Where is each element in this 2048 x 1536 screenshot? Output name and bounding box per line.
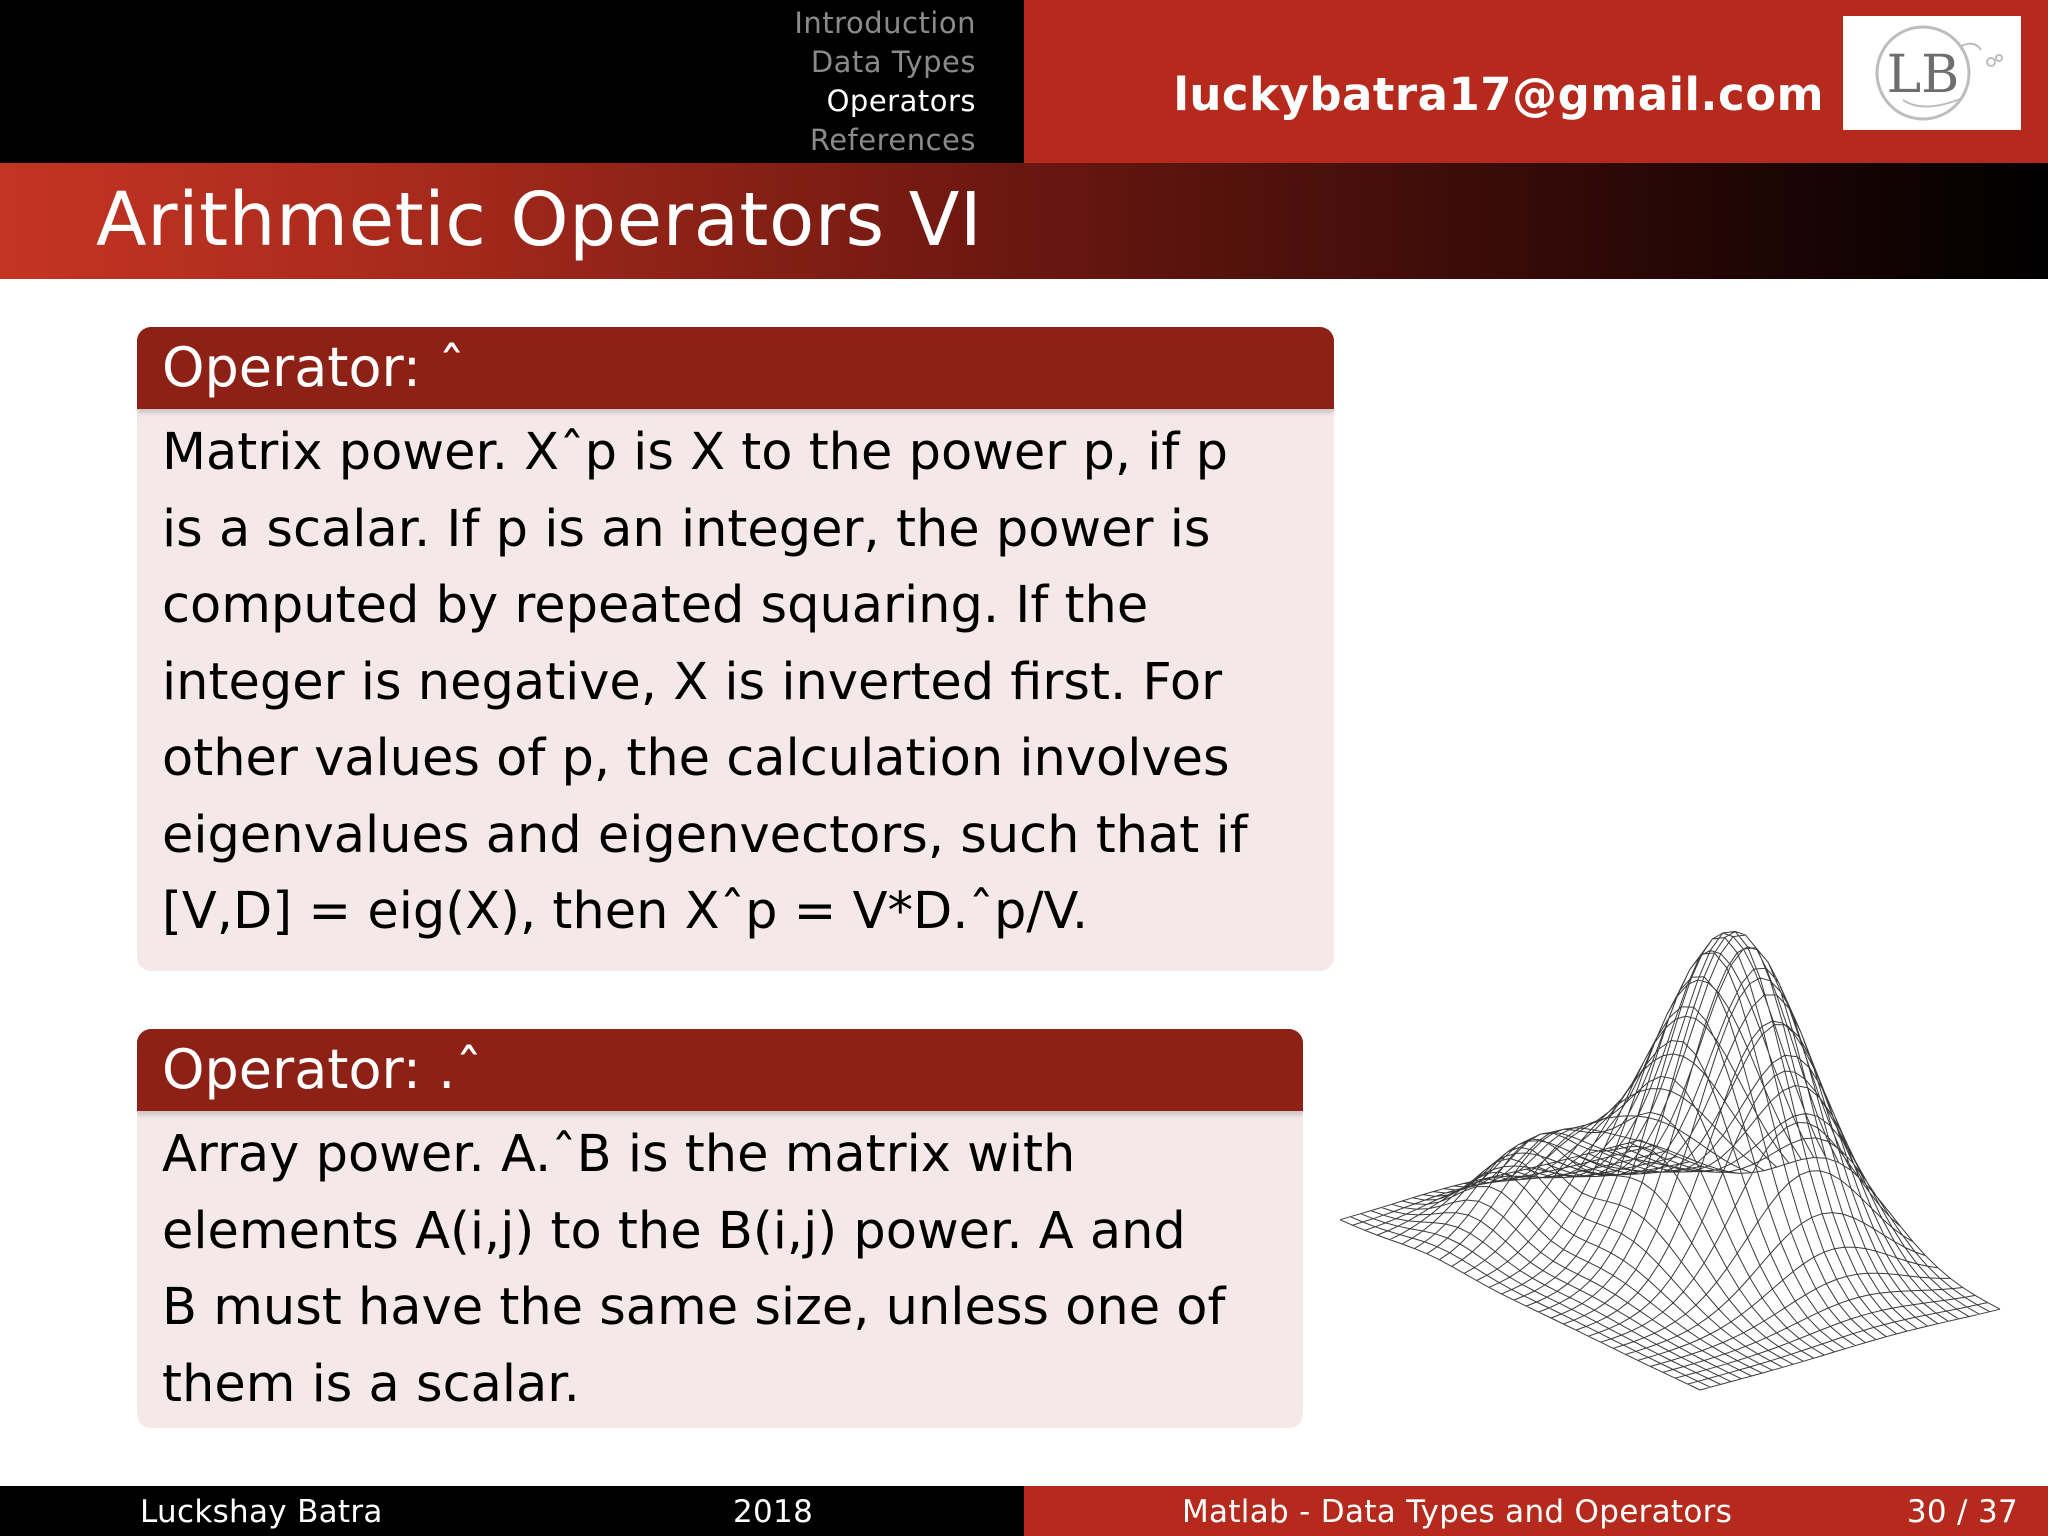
logo-text: LB [1886,45,1960,105]
header-nav-panel [0,0,1024,163]
body-line: other values of p, the calculation involves [162,729,1230,788]
block-heading: Operator: .ˆ [137,1029,1303,1111]
block-heading: Operator: ˆ [137,327,1334,409]
body-line: eigenvalues and eigenvectors, such that if [162,805,1248,865]
footer-right [1024,1486,2048,1536]
body-line: elements A(i,j) to the B(i,j) power. A and [162,1201,1186,1261]
footer-subject: Matlab - Data Types and Operators [1182,1494,1733,1530]
lb-logo [1843,16,2021,130]
operator-caret-block [137,327,1334,971]
wireframe-surface-plot [1330,870,2030,1410]
title-band [0,163,2048,279]
footer-left [0,1486,1024,1536]
body-line: B must have the same size, unless one of [162,1278,1226,1337]
surface-mesh [1340,931,2000,1390]
body-line: Array power. A.ˆB is the matrix with [162,1125,1076,1184]
footer-page-number: 30 / 37 [1906,1494,2018,1530]
block-body [137,1111,1303,1423]
author-email: luckybatra17@gmail.com [1173,68,1824,121]
body-line: integer is negative, X is inverted first. For [162,652,1223,712]
footer-author: Luckshay Batra [140,1494,383,1530]
body-line: Matrix power. Xˆp is X to the power p, if p [162,423,1228,482]
operator-dot-caret-block [137,1029,1303,1428]
block-body [137,409,1334,951]
body-line: computed by repeated squaring. If the [162,576,1149,635]
body-line: them is a scalar. [162,1354,580,1414]
footer-year: 2018 [733,1494,814,1530]
slide-title: Arithmetic Operators VI [96,177,983,263]
lb-logo-icon [1843,16,2021,130]
nav-item-data-types[interactable]: Data Types [810,45,976,79]
nav-item-operators[interactable]: Operators [826,84,976,118]
nav-item-introduction[interactable]: Introduction [794,6,976,40]
body-line: [V,D] = eig(X), then Xˆp = V*D.ˆp/V. [162,882,1089,941]
section-nav [794,4,976,160]
nav-item-references[interactable]: References [809,123,976,157]
body-line: is a scalar. If p is an integer, the power is [162,499,1211,559]
